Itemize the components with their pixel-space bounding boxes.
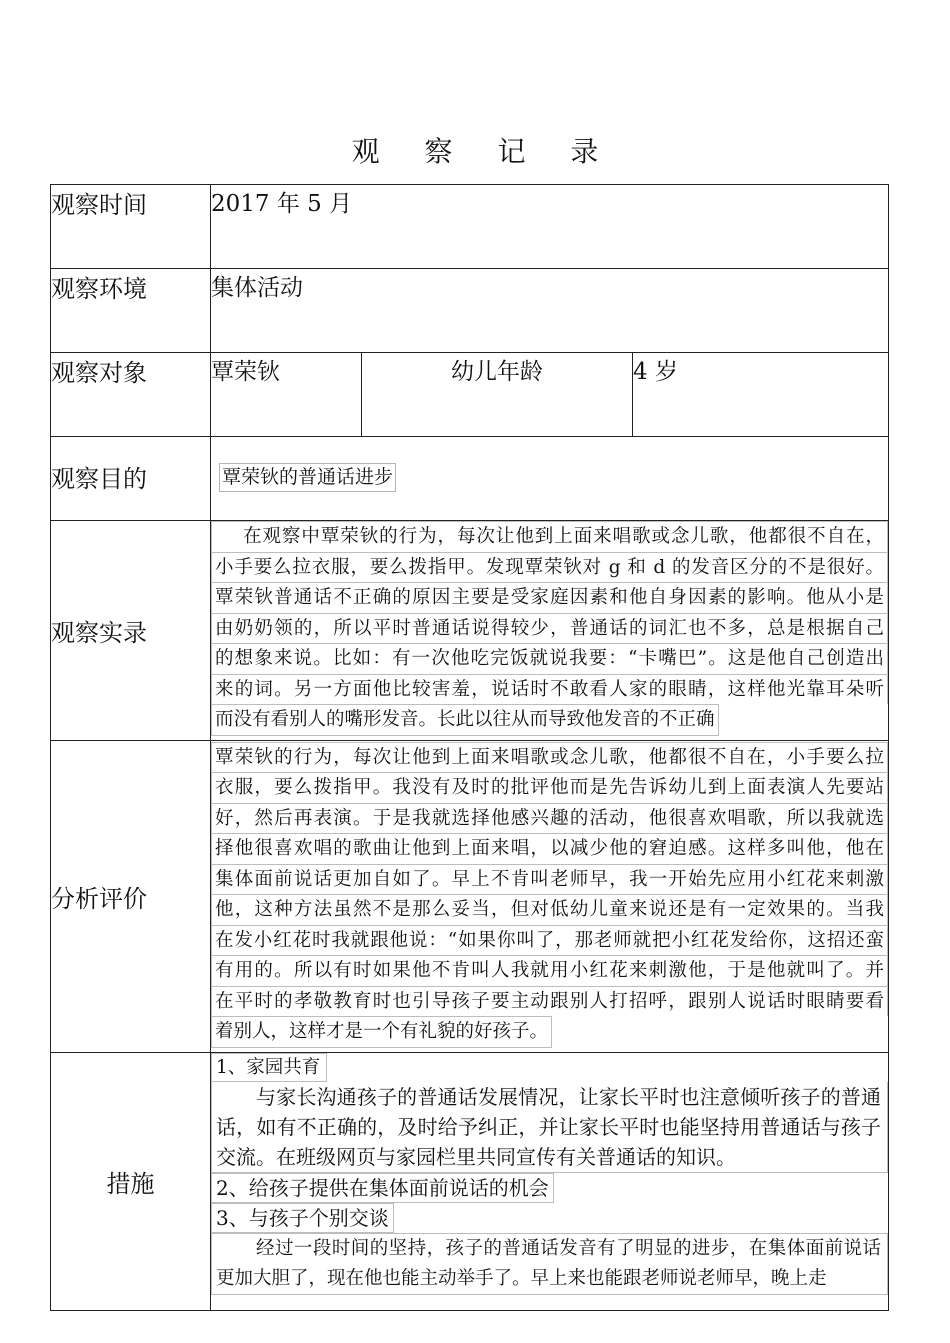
record-line: 的想象来说。比如：有一次他吃完饭就说我要：“卡嘴巴”。这是他自己创造出: [211, 643, 888, 674]
time-label: 观察时间: [51, 185, 211, 269]
environment-value: 集体活动: [211, 269, 889, 353]
measures-content: [211, 1052, 889, 1310]
age-value: 4 岁: [633, 353, 889, 437]
row-subject: [51, 353, 889, 437]
record-line: 小手要么拉衣服，要么拨指甲。发现覃荣钬对 g 和 d 的发音区分的不是很好。: [211, 552, 888, 583]
measure-item-1-heading: 1、家园共育: [211, 1053, 327, 1082]
measures-result: 经过一段时间的坚持，孩子的普通话发音有了明显的进步，在集体面前说话更加大胆了，现在他也能主动举手了。早上来也能跟老师说老师早，晚上走: [211, 1233, 888, 1295]
analysis-label: 分析评价: [51, 740, 211, 1052]
purpose-label: 观察目的: [51, 437, 211, 521]
row-purpose: [51, 437, 889, 521]
record-line: 来的词。另一方面他比较害羞，说话时不敢看人家的眼睛，这样他光靠耳朵听: [211, 674, 888, 705]
observation-record-table: [50, 184, 889, 1311]
record-label: 观察实录: [51, 521, 211, 741]
analysis-line: 覃荣钬的行为，每次让他到上面来唱歌或念儿歌，他都很不自在，小手要么拉: [211, 742, 888, 773]
analysis-line: 在发小红花时我就跟他说：“如果你叫了，那老师就把小红花发给你，这招还蛮: [211, 925, 888, 956]
analysis-line: 择他很喜欢唱的歌曲让他到上面来唱，以减少他的窘迫感。这样多叫他，他在: [211, 833, 888, 864]
subject-value: 覃荣钬: [211, 353, 362, 437]
measure-item-1-body: 与家长沟通孩子的普通话发展情况，让家长平时也注意倾听孩子的普通话，如有不正确的，及时给予纠正，并让家长平时也能坚持用普通话与孩子交流。在班级网页与家园栏里共同宣传有关普通话的知识。: [211, 1082, 888, 1173]
measure-item-3: 3、与孩子个别交谈: [211, 1203, 394, 1233]
analysis-line: 有用的。所以有时如果他不肯叫人我就用小红花来刺激他，于是他就叫了。并: [211, 955, 888, 986]
record-line: 由奶奶领的，所以平时普通话说得较少，普通话的词汇也不多，总是根据自己: [211, 613, 888, 644]
record-content: [211, 521, 889, 741]
time-value: 2017 年 5 月: [211, 185, 889, 269]
subject-label: 观察对象: [51, 353, 211, 437]
row-time: [51, 185, 889, 269]
analysis-line: 衣服，要么拨指甲。我没有及时的批评他而是先告诉幼儿到上面表演人先要站: [211, 772, 888, 803]
row-analysis: [51, 740, 889, 1052]
page-title: 观 察 记 录: [351, 135, 617, 168]
analysis-line: 着别人，这样才是一个有礼貌的好孩子。: [211, 1016, 552, 1048]
measures-label: 措施: [51, 1052, 211, 1310]
analysis-line: 他，这种方法虽然不是那么妥当，但对低幼儿童来说还是有一定效果的。当我: [211, 894, 888, 925]
record-line: 覃荣钬普通话不正确的原因主要是受家庭因素和他自身因素的影响。他从小是: [211, 582, 888, 613]
row-measures: [51, 1052, 889, 1310]
analysis-line: 在平时的孝敬教育时也引导孩子要主动跟别人打招呼，跟别人说话时眼睛要看: [211, 986, 888, 1017]
age-label: 幼儿年龄: [362, 353, 633, 437]
record-line: 在观察中覃荣钬的行为，每次让他到上面来唱歌或念儿歌，他都很不自在，: [211, 521, 888, 552]
analysis-line: 好，然后再表演。于是我就选择他感兴趣的活动，他很喜欢唱歌，所以我就选: [211, 803, 888, 834]
measure-item-2: 2、给孩子提供在集体面前说话的机会: [211, 1173, 554, 1203]
purpose-value: 覃荣钬的普通话进步: [219, 463, 396, 492]
analysis-line: 集体面前说话更加自如了。早上不肯叫老师早，我一开始先应用小红花来刺激: [211, 864, 888, 895]
row-environment: [51, 269, 889, 353]
analysis-content: [211, 740, 889, 1052]
row-record: [51, 521, 889, 741]
environment-label: 观察环境: [51, 269, 211, 353]
record-line: 而没有看别人的嘴形发音。长此以往从而导致他发音的不正确: [211, 704, 719, 736]
